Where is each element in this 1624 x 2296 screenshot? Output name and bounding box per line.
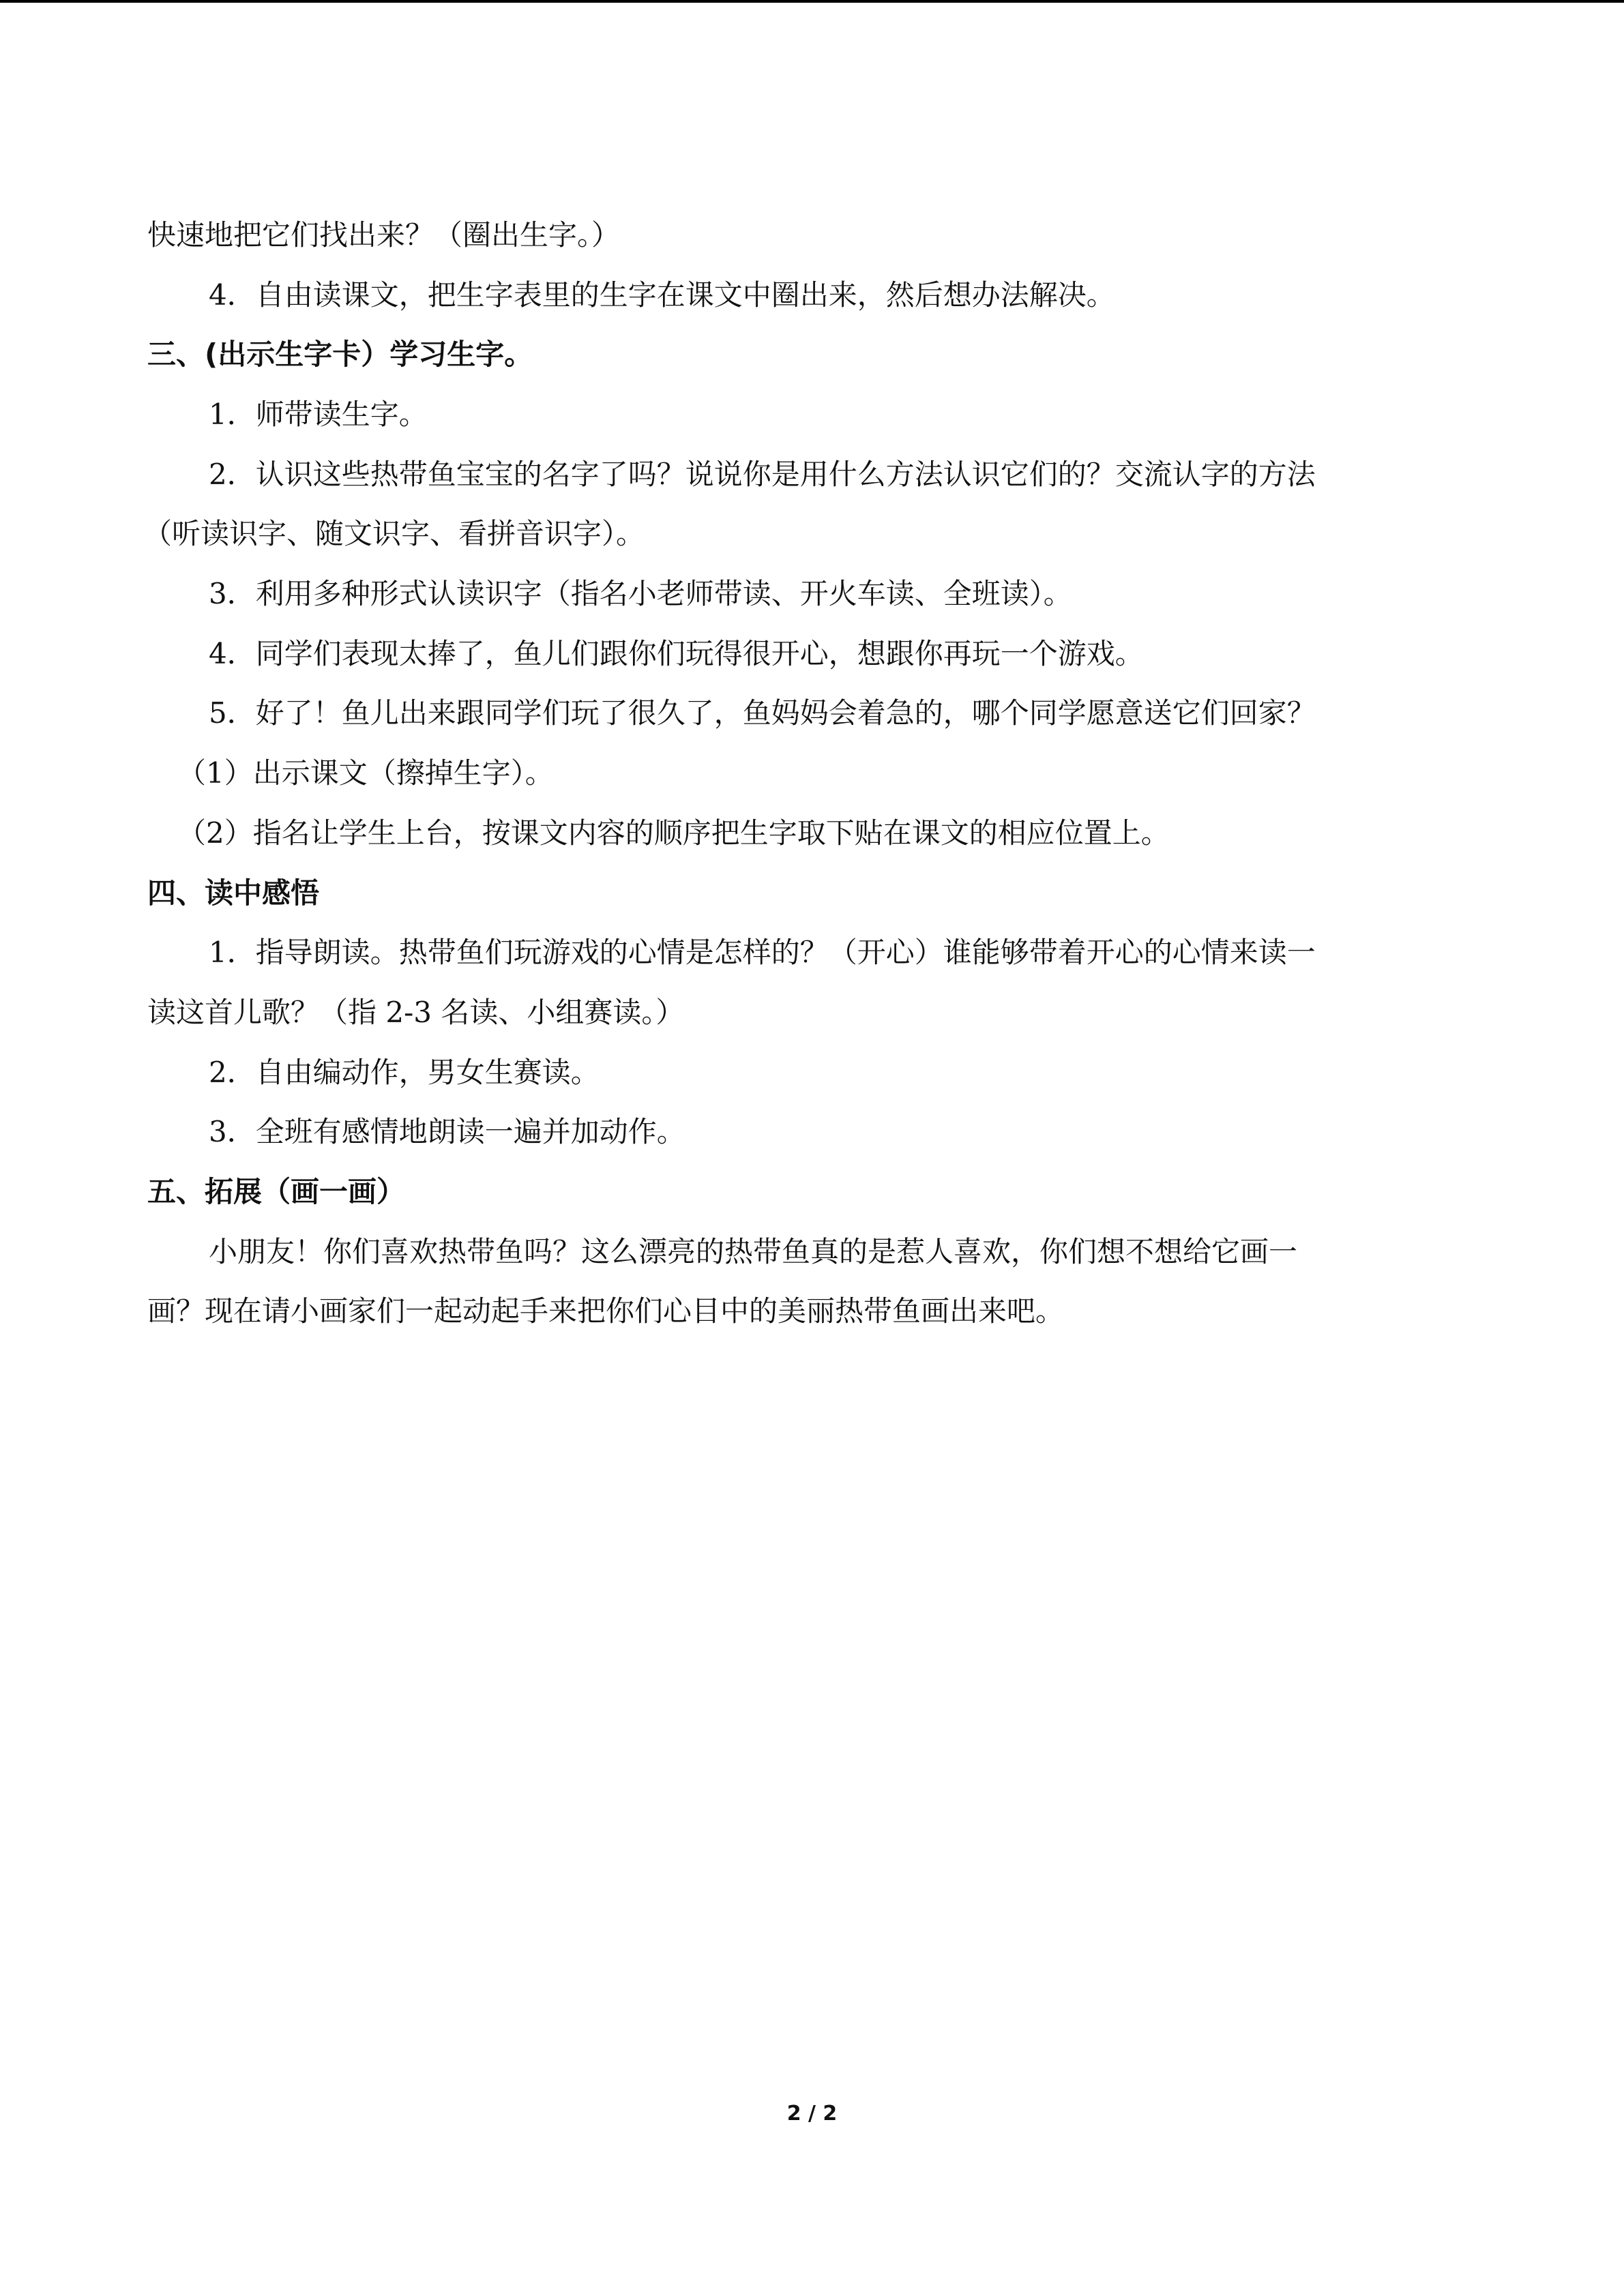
list-item: 3．全班有感情地朗读一遍并加动作。 [209, 1115, 685, 1148]
section-heading: 五、拓展（画一画） [147, 1175, 406, 1208]
sub-list-item: （2）指名让学生上台，按课文内容的顺序把生字取下贴在课文的相应位置上。 [177, 816, 1170, 850]
sub-list-item: （1）出示课文（擦掉生字）。 [177, 756, 554, 790]
section-heading: 三、(出示生字卡）学习生字。 [147, 338, 533, 371]
list-item: 2．认识这些热带鱼宝宝的名字了吗？说说你是用什么方法认识它们的？交流认字的方法 [209, 458, 1316, 491]
paragraph-line: 快速地把它们找出来？（圈出生字。） [147, 218, 621, 252]
list-item: 4．同学们表现太捧了，鱼儿们跟你们玩得很开心，想跟你再玩一个游戏。 [209, 637, 1144, 670]
section-heading: 四、读中感悟 [147, 876, 320, 910]
list-item: 3．利用多种形式认读识字（指名小老师带读、开火车读、全班读）。 [209, 577, 1072, 610]
list-item: 1．师带读生字。 [209, 398, 428, 431]
paragraph-line: 读这首儿歌？（指 2-3 名读、小组赛读。） [147, 996, 685, 1029]
list-item: 2．自由编动作，男女生赛读。 [209, 1056, 600, 1089]
list-item: 5．好了！鱼儿出来跟同学们玩了很久了，鱼妈妈会着急的，哪个同学愿意送它们回家？ [209, 696, 1316, 730]
top-border-line [0, 0, 1624, 3]
list-item: 4．自由读课文，把生字表里的生字在课文中圈出来，然后想办法解决。 [209, 278, 1115, 312]
paragraph-line: 小朋友！你们喜欢热带鱼吗？这么漂亮的热带鱼真的是惹人喜欢，你们想不想给它画一 [209, 1235, 1298, 1268]
paragraph-line: 画？现在请小画家们一起动起手来把你们心目中的美丽热带鱼画出来吧。 [147, 1294, 1065, 1328]
page-number: 2 / 2 [786, 2102, 838, 2126]
list-item: 1．指导朗读。热带鱼们玩游戏的心情是怎样的？（开心）谁能够带着开心的心情来读一 [209, 936, 1316, 969]
paragraph-line: （听读识字、随文识字、看拼音识字）。 [143, 517, 645, 550]
